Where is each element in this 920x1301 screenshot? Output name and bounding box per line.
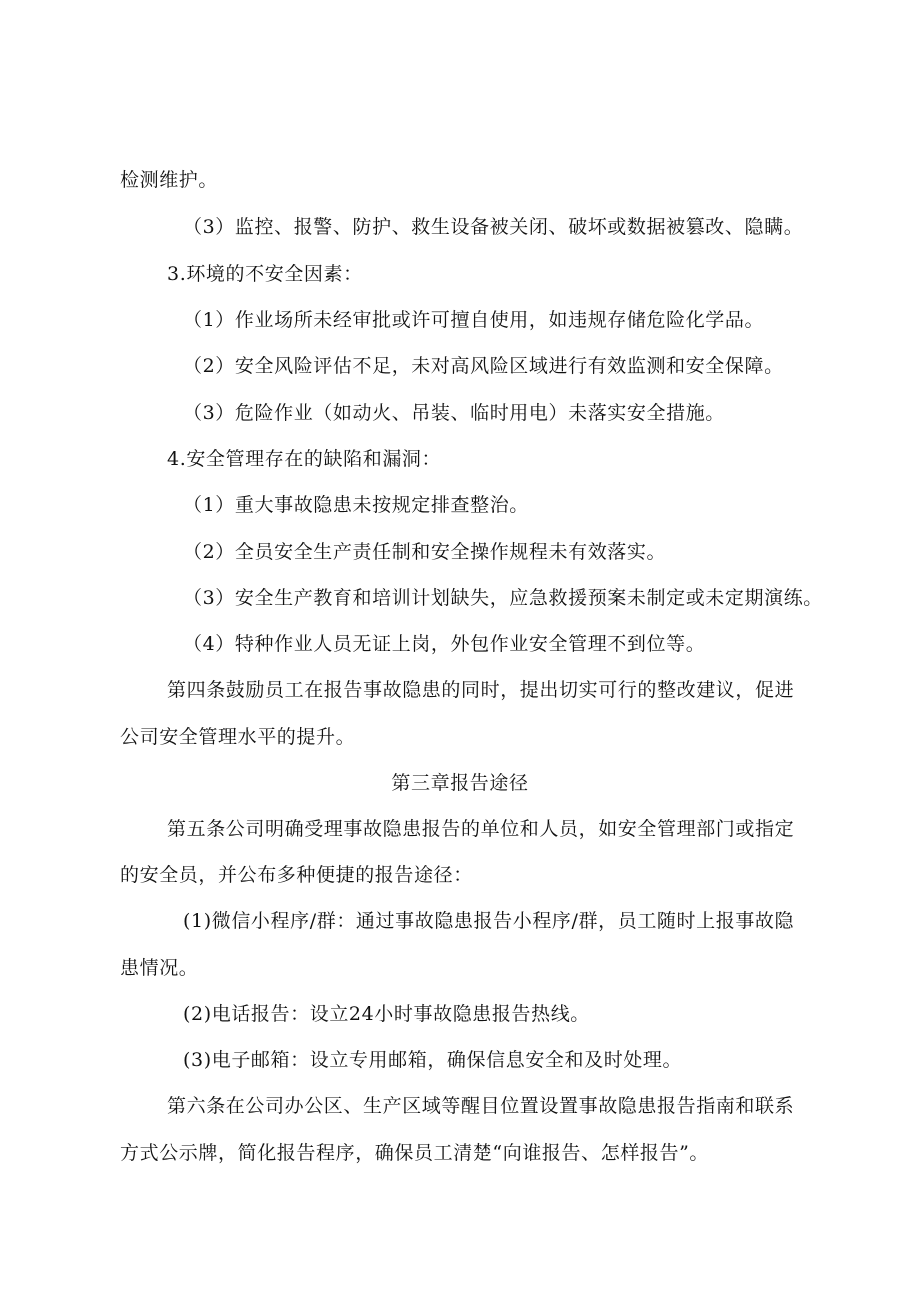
section-heading: 3.环境的不安全因素：	[167, 263, 363, 285]
text-line: 检测维护。	[120, 169, 219, 191]
text-line: （3）安全生产教育和培训计划缺失，应急救援预案未制定或未定期演练。	[183, 587, 823, 609]
text-line: (1)微信小程序/群：通过事故隐患报告小程序/群，员工随时上报事故隐	[183, 910, 795, 932]
text-line: （4）特种作业人员无证上岗，外包作业安全管理不到位等。	[183, 633, 706, 655]
text-line: (2)电话报告：设立24小时事故隐患报告热线。	[183, 1003, 590, 1025]
article-paragraph: 第五条公司明确受理事故隐患报告的单位和人员，如安全管理部门或指定	[167, 818, 795, 840]
text-line: （3）危险作业（如动火、吊装、临时用电）未落实安全措施。	[183, 402, 725, 424]
text-line: 的安全员，并公布多种便捷的报告途径：	[120, 864, 473, 886]
chapter-title: 第三章报告途径	[391, 772, 529, 794]
section-heading: 4.安全管理存在的缺陷和漏洞：	[167, 448, 442, 470]
text-line: （1）重大事故隐患未按规定排查整治。	[183, 494, 529, 516]
text-line: (3)电子邮箱：设立专用邮箱，确保信息安全和及时处理。	[183, 1049, 683, 1071]
text-line: 方式公示牌，简化报告程序，确保员工清楚“向谁报告、怎样报告”。	[120, 1142, 710, 1164]
text-line: （2）全员安全生产责任制和安全操作规程未有效落实。	[183, 541, 667, 563]
article-paragraph: 第四条鼓励员工在报告事故隐患的同时，提出切实可行的整改建议，促进	[167, 679, 795, 701]
text-line: （1）作业场所未经审批或许可擅自使用，如违规存储危险化学品。	[183, 309, 765, 331]
text-line: （3）监控、报警、防护、救生设备被关闭、破坏或数据被篡改、隐瞒。	[183, 216, 804, 238]
text-line: 患情况。	[120, 957, 199, 979]
article-paragraph: 第六条在公司办公区、生产区域等醒目位置设置事故隐患报告指南和联系	[167, 1095, 795, 1117]
text-line: 公司安全管理水平的提升。	[120, 726, 356, 748]
text-line: （2）安全风险评估不足，未对高风险区域进行有效监测和安全保障。	[183, 355, 784, 377]
